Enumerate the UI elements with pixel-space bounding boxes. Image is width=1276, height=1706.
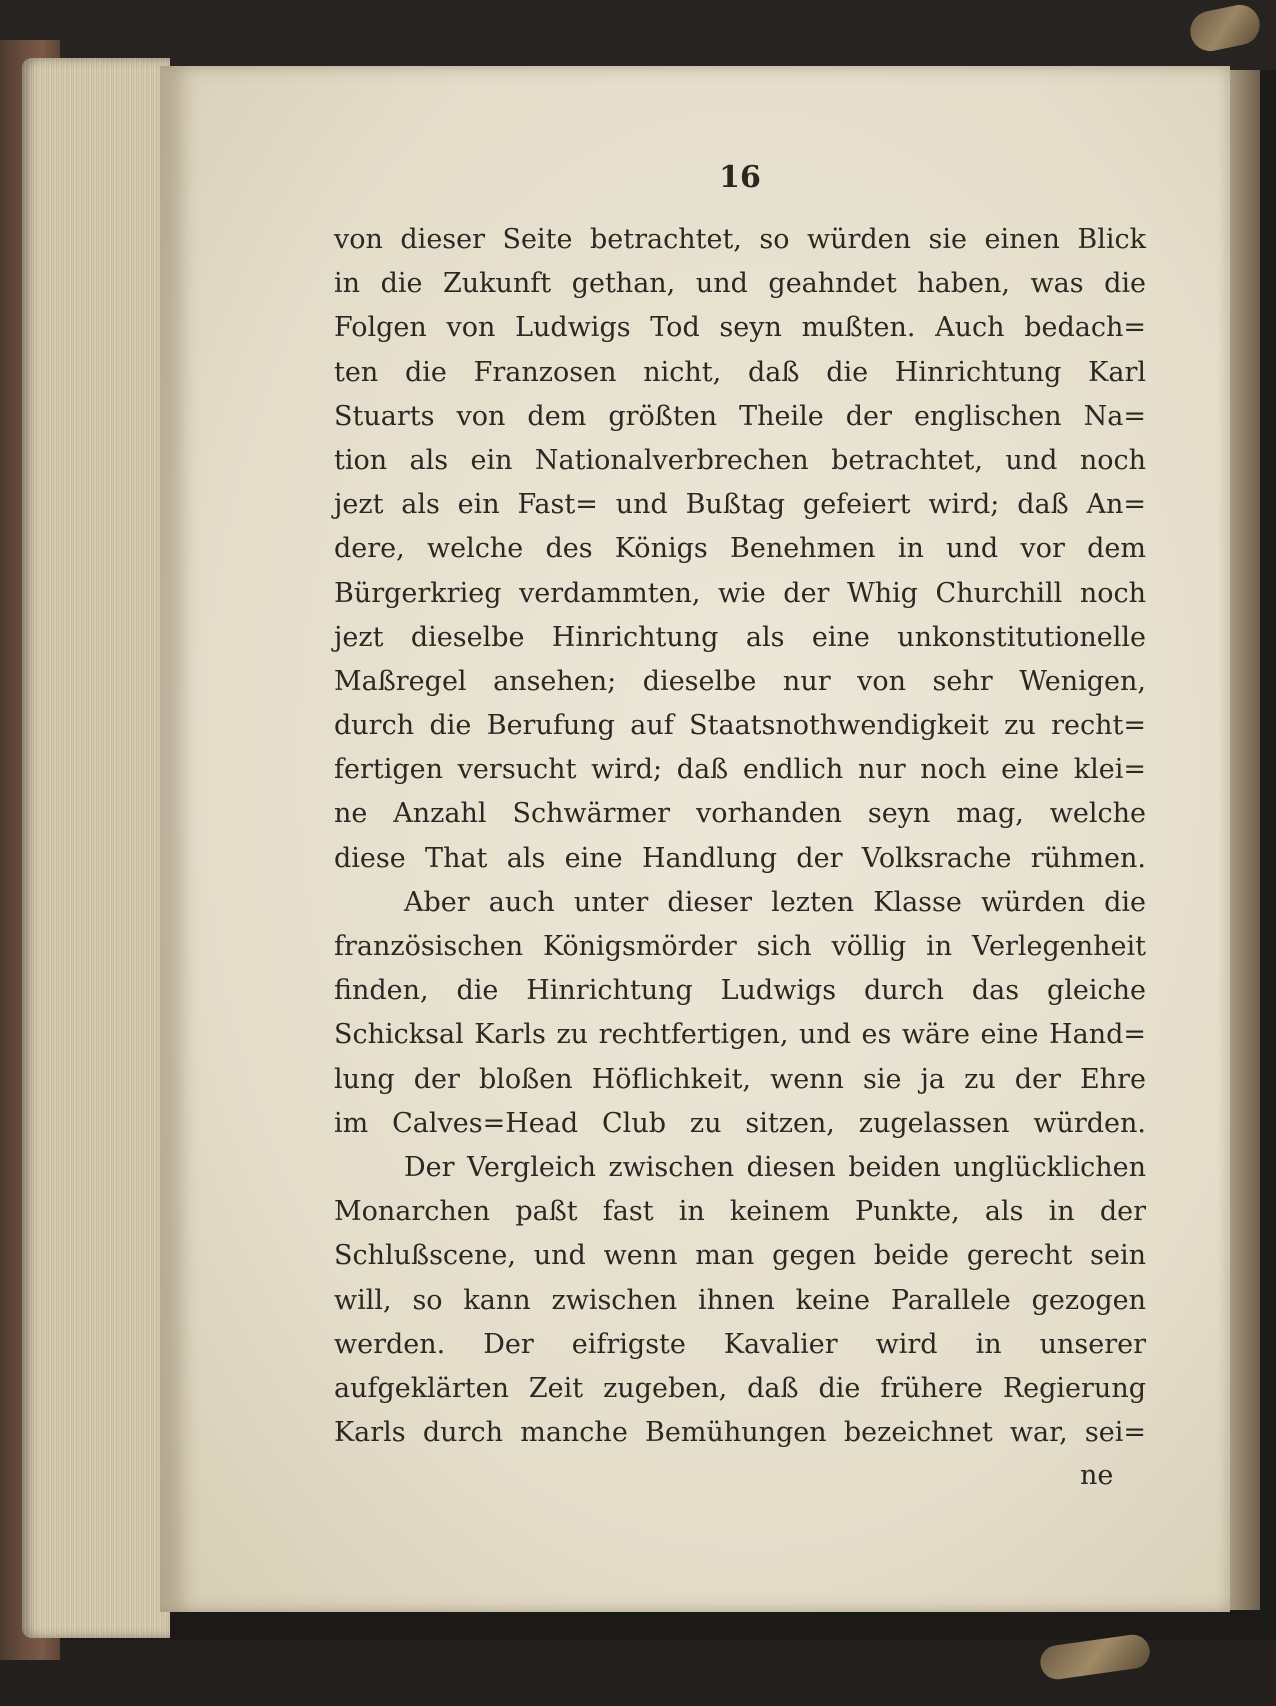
text-line: französischen Königsmörder sich völlig in Verlegenheit: [334, 931, 1146, 962]
text-line: Folgen von Ludwigs Tod seyn mußten. Auch bedach=: [334, 312, 1146, 344]
text-line: fertigen versucht wird; daß endlich nur noch eine klei=: [334, 754, 1146, 786]
text-line: im Calves=Head Club zu sitzen, zugelassen würden.: [334, 1107, 1146, 1139]
text-line: aufgeklärten Zeit zugeben, daß die frühere Regierung: [334, 1372, 1146, 1404]
text-line: Stuarts von dem größten Theile der englischen Na=: [334, 400, 1146, 432]
text-line: Schicksal Karls zu rechtfertigen, und es wäre eine Hand=: [334, 1019, 1146, 1051]
text-line: dere, welche des Königs Benehmen in und vor dem: [334, 533, 1146, 565]
text-line: Monarchen paßt fast in keinem Punkte, als in der: [334, 1196, 1146, 1228]
text-line: finden, die Hinrichtung Ludwigs durch das gleiche: [334, 975, 1146, 1007]
text-line: lung der bloßen Höflichkeit, wenn sie ja zu der Ehre: [334, 1063, 1146, 1095]
text-line: werden. Der eifrigste Kavalier wird in unserer: [334, 1328, 1146, 1360]
text-line: ten die Franzosen nicht, daß die Hinrichtung Karl: [334, 356, 1146, 388]
catchword: ne: [1080, 1460, 1114, 1491]
text-line: will, so kann zwischen ihnen keine Parallele gezogen: [334, 1284, 1146, 1316]
body-text: [334, 218, 1146, 1455]
text-line: Aber auch unter dieser lezten Klasse würden die: [404, 886, 1146, 918]
text-line: jezt dieselbe Hinrichtung als eine unkonstitutionelle: [334, 621, 1146, 653]
text-line: Der Vergleich zwischen diesen beiden unglücklichen: [404, 1151, 1146, 1183]
text-line: Bürgerkrieg verdammten, wie der Whig Churchill noch: [334, 577, 1146, 609]
text-line: tion als ein Nationalverbrechen betrachtet, und noch: [334, 444, 1146, 476]
text-line: von dieser Seite betrachtet, so würden sie einen Blick: [334, 224, 1146, 255]
background-top: [0, 0, 1276, 70]
text-line: diese That als eine Handlung der Volksrache rühmen.: [334, 842, 1146, 874]
text-line: jezt als ein Fast= und Bußtag gefeiert wird; daß An=: [334, 489, 1146, 521]
text-line: durch die Berufung auf Staatsnothwendigkeit zu recht=: [334, 710, 1146, 742]
facing-page-edge: [1230, 70, 1260, 1610]
text-line: Schlußscene, und wenn man gegen beide gerecht sein: [334, 1240, 1146, 1272]
page-number: 16: [719, 160, 761, 195]
text-line: Maßregel ansehen; dieselbe nur von sehr Wenigen,: [334, 665, 1146, 697]
text-line: Karls durch manche Bemühungen bezeichnet war, sei=: [334, 1417, 1146, 1449]
text-line: in die Zukunft gethan, und geahndet haben, was die: [334, 268, 1146, 300]
text-line: ne Anzahl Schwärmer vorhanden seyn mag, welche: [334, 798, 1146, 830]
page-edges: [22, 58, 170, 1638]
